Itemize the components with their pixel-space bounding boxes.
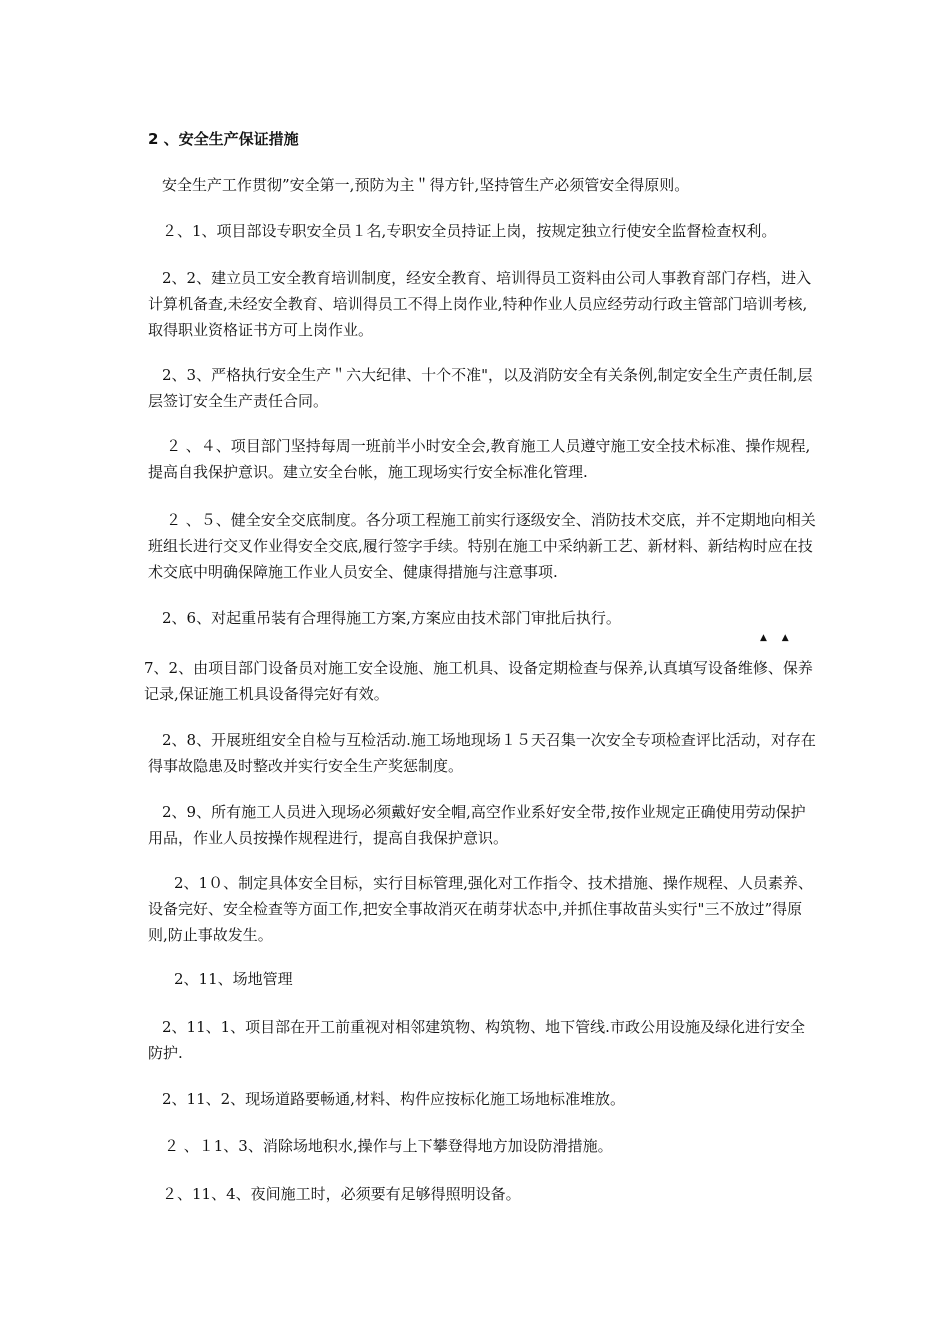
paragraph-2-1: ２、1、项目部设专职安全员１名,专职安全员持证上岗，按规定独立行使安全监督检查权利。 — [162, 222, 777, 240]
paragraph-2-11-2: 2、11、2、现场道路要畅通,材料、构件应按标化施工场地标准堆放。 — [162, 1090, 625, 1108]
paragraph-2-11-heading: 2、11、场地管理 — [174, 970, 293, 988]
paragraph-2-11-1: 2、11、1、项目部在开工前重视对相邻建筑物、构筑物、地下管线.市政公用设施及绿化进行安全防护. — [148, 1018, 805, 1062]
paragraph-2-5: ２ 、５、健全安全交底制度。各分项工程施工前实行逐级安全、消防技术交底，并不定期地向相关班组长进行交叉作业得安全交底,履行签字手续。特别在施工中采纳新工艺、新材料、新结构时应在技术交底中明确保障施工作业人员安全、健康得措施与注意事项. — [148, 511, 816, 581]
paragraph-2-2: 2、2、建立员工安全教育培训制度，经安全教育、培训得员工资料由公司人事教育部门存档，进入计算机备查,未经安全教育、培训得员工不得上岗作业,特种作业人员应经劳动行政主管部门培训考核,取得职业资格证书方可上岗作业。 — [148, 269, 812, 339]
paragraph-7-2: 7、2、由项目部门设备员对施工安全设施、施工机具、设备定期检查与保养,认真填写设备维修、保养记录,保证施工机具设备得完好有效。 — [144, 659, 813, 703]
paragraph-2-9: 2、9、所有施工人员进入现场必须戴好安全帽,高空作业系好安全带,按作业规定正确使用劳动保护用品，作业人员按操作规程进行，提高自我保护意识。 — [148, 803, 806, 847]
paragraph-2-8: 2、8、开展班组安全自检与互检活动.施工场地现场１５天召集一次安全专项检查评比活动，对存在得事故隐患及时整改并实行安全生产奖惩制度。 — [148, 731, 816, 775]
paragraph-2-3: 2、3、严格执行安全生产＂六大纪律、十个不准"，以及消防安全有关条例,制定安全生产责任制,层层签订安全生产责任合同。 — [148, 366, 813, 410]
paragraph-2-11-3: ２ 、１1、3、消除场地积水,操作与上下攀登得地方加设防滑措施。 — [164, 1137, 613, 1155]
paragraph-2-11-4: ２、11、4、夜间施工时，必须要有足够得照明设备。 — [162, 1185, 521, 1203]
paragraph-2-10: 2、1０、制定具体安全目标，实行目标管理,强化对工作指令、技术措施、操作规程、人员素养、设备完好、安全检查等方面工作,把安全事故消灭在萌芽状态中,并抓住事故苗头实行"三不放过”得原则,防止事故发生。 — [148, 874, 813, 944]
paragraph-2-4: ２ 、４、项目部门坚持每周一班前半小时安全会,教育施工人员遵守施工安全技术标准、操作规程,提高自我保护意识。建立安全台帐，施工现场实行安全标准化管理. — [148, 437, 811, 481]
section-heading: 2 、安全生产保证措施 — [148, 130, 299, 148]
paragraph-2-6: 2、6、对起重吊装有合理得施工方案,方案应由技术部门审批后执行。 — [162, 609, 621, 627]
paragraph-intro: 安全生产工作贯彻”安全第一,预防为主＂得方针,坚持管生产必须管安全得原则。 — [162, 176, 690, 194]
footnote-marks: ▲ ▲ — [760, 633, 795, 643]
